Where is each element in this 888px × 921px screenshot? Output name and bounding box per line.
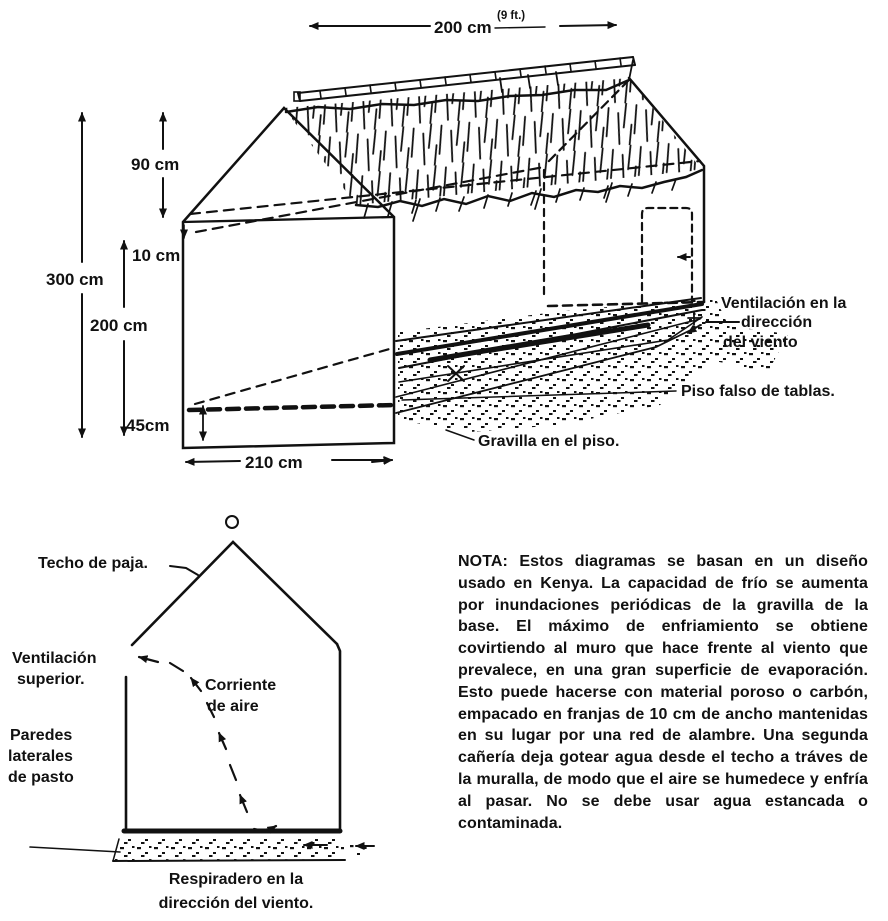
roof-label-leader (170, 566, 198, 575)
gravel-vent-strip (113, 837, 344, 860)
label-false-floor: Piso falso de tablas. (681, 383, 835, 400)
door-outline-dashed (642, 208, 692, 302)
label-gravel: Gravilla en el piso. (478, 433, 620, 450)
label-walls-3: de pasto (8, 769, 74, 786)
thatched-roof (284, 78, 702, 205)
nota-body: Estos diagramas se basan en un diseño usado en Kenya. La capacidad de frío se aumenta por inundaciones periódicas de la gravilla de la base. El máximo de enfriamiento se obtiene covirtiendo al muro que hace frente al viento que prevalece, en una gran superficie de evaporación. Esto puede hacerse con material poroso o carbón, empacado en franjas de 10 cm de ancho mantenidas en su lugar por una red de alambre. Una segunda cañería deja gotear agua desde el techo a tráves de la muralla, de modo que el aire se humedece y enfría al pasar. No se debe usar agua estancada o contaminada. (458, 553, 868, 832)
label-vent-line2: dirección (741, 314, 813, 331)
vent-leader-line (30, 847, 120, 852)
label-top-vent-2: superior. (17, 671, 85, 688)
nota-paragraph (458, 551, 868, 834)
label-airflow-1: Corriente (205, 677, 277, 694)
label-bottom-vent-1: Respiradero en la (168, 871, 304, 888)
label-top-vent-1: Ventilación (12, 650, 97, 667)
vent-opening-circle (226, 516, 238, 528)
right-wall (337, 644, 340, 831)
label-bottom-vent-2: dirección del viento. (158, 895, 314, 912)
dim-gap-height: 10 cm (132, 246, 181, 265)
dim-roof-height: 90 cm (131, 155, 180, 174)
label-walls-1: Paredes (10, 727, 73, 744)
dim-bottom-width: 210 cm (245, 453, 303, 472)
gravel-strip-bottom (113, 860, 345, 861)
front-wall-top-edge (183, 217, 394, 222)
dim-top-width: 200 cm (434, 18, 492, 37)
label-thatch-roof: Techo de paja. (38, 555, 148, 572)
label-vent-line3: del viento (723, 334, 798, 351)
dim-wall-height: 200 cm (90, 316, 148, 335)
nota-heading: NOTA: (458, 553, 508, 570)
roof-outline (132, 542, 337, 645)
dim-base-height: 45cm (126, 416, 170, 435)
label-vent-line1: Ventilación en la (721, 295, 847, 312)
dim-top-width-alt: (9 ft.) (497, 10, 526, 22)
label-walls-2: laterales (8, 748, 73, 765)
label-airflow-2: de aire (207, 698, 259, 715)
dim-total-height: 300 cm (46, 270, 104, 289)
figure2-cross-section (8, 516, 374, 912)
figure1-perspective-view (46, 10, 846, 472)
